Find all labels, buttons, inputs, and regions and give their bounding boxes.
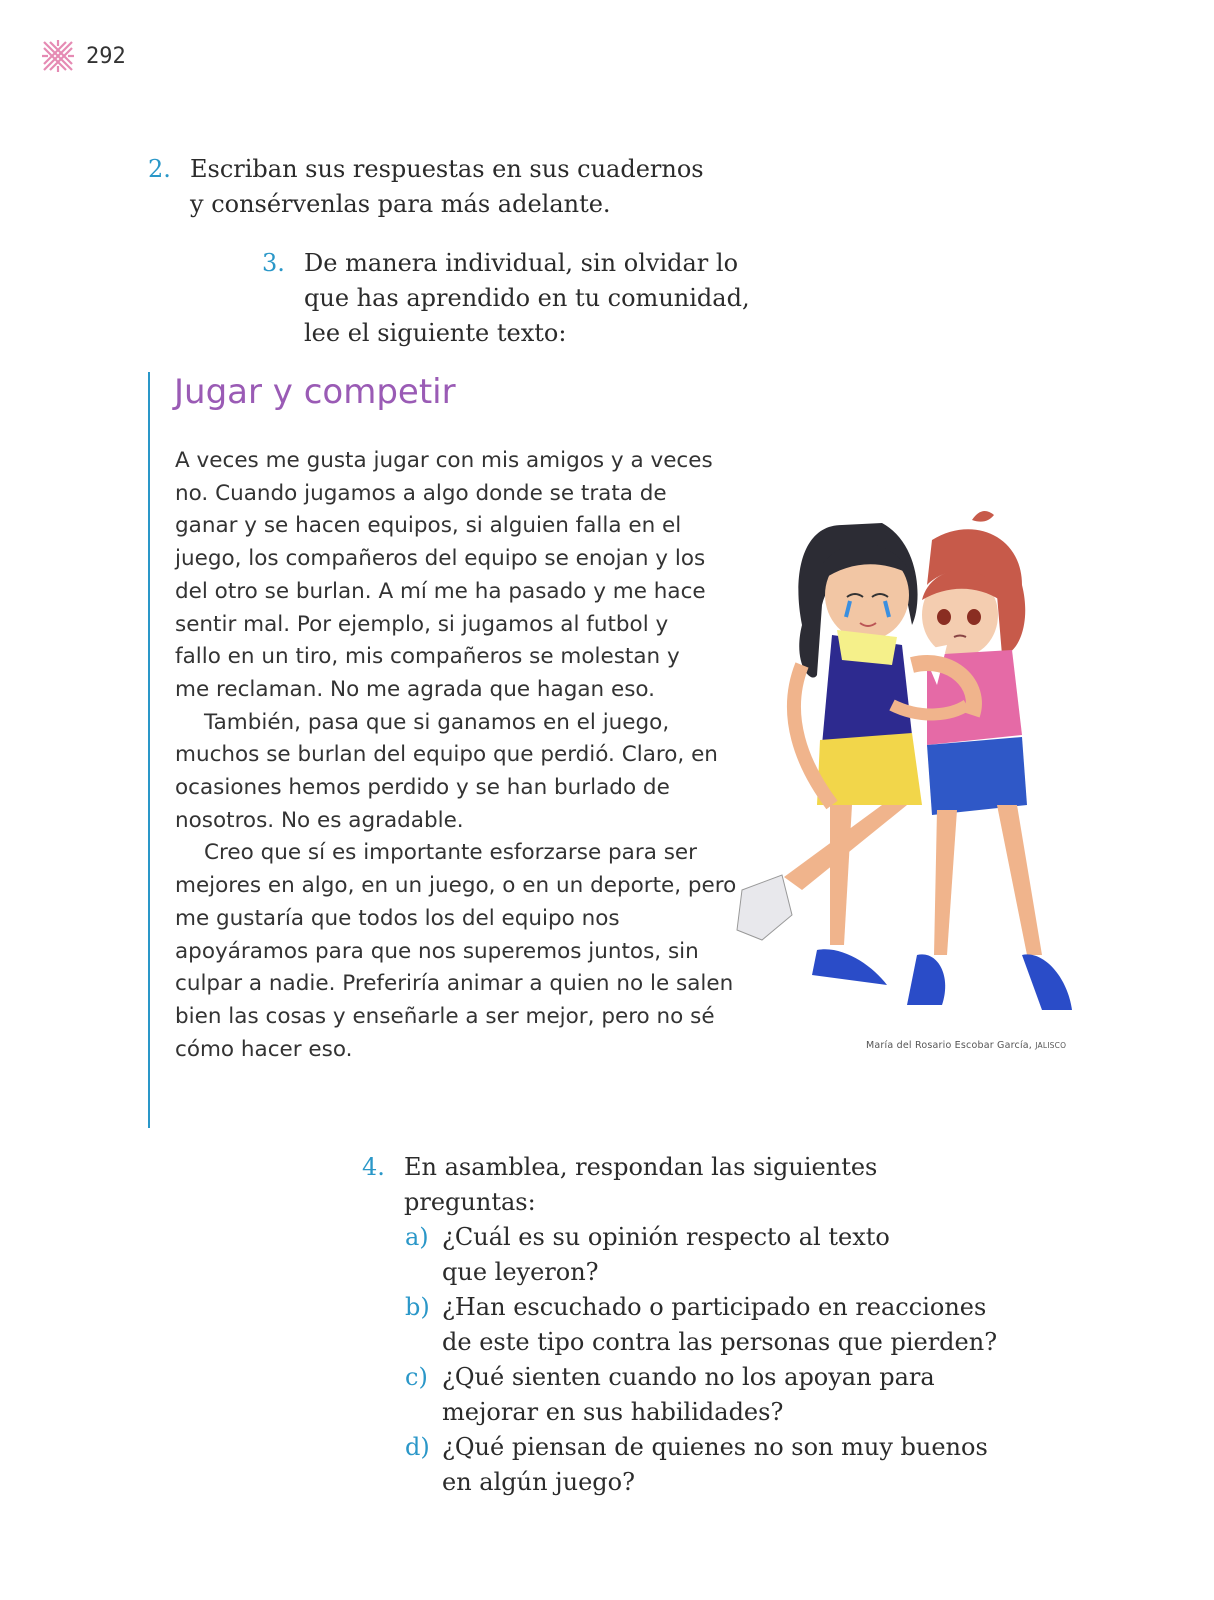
question-d [405, 1430, 1025, 1500]
instruction-number: 3. [262, 249, 285, 277]
reading-paragraph: También, pasa que si ganamos en el juego, muchos se burlan del equipo que perdió. Claro, en ocasiones hemos perdido y se han burlado de nosotros. No es agradable. [175, 709, 718, 833]
instruction-text: En asamblea, respondan las siguientes preguntas: [404, 1153, 878, 1216]
question-letter: c) [405, 1363, 428, 1391]
instruction-2 [148, 152, 748, 222]
question-text: ¿Qué piensan de quienes no son muy buenos en algún juego? [442, 1433, 988, 1496]
reading-title: Jugar y competir [174, 372, 456, 412]
instruction-4 [362, 1150, 962, 1220]
illustration-caption [866, 1040, 1066, 1051]
question-text: ¿Qué sienten cuando no los apoyan para mejorar en sus habilidades? [442, 1363, 935, 1426]
question-text: ¿Cuál es su opinión respecto al texto que leyeron? [442, 1223, 890, 1286]
caption-author: María del Rosario Escobar García, [866, 1040, 1033, 1051]
instruction-text: De manera individual, sin olvidar lo que has aprendido en tu comunidad, lee el siguiente texto: [304, 249, 750, 347]
question-c [405, 1360, 1025, 1430]
question-letter: b) [405, 1293, 430, 1321]
reading-paragraph: A veces me gusta jugar con mis amigos y a veces no. Cuando jugamos a algo donde se trata de ganar y se hacen equipos, si alguien falla en el juego, los compañeros del equipo se enojan y los del otro se burlan. A mí me ha pasado y me hace sentir mal. Por ejemplo, si jugamos al futbol y fallo en un tiro, mis compañeros se molestan y me reclaman. No me agrada que hagan eso. [175, 448, 713, 702]
reading-paragraph: Creo que sí es importante esforzarse para ser mejores en algo, en un juego, o en un deporte, pero me gustaría que todos los del equipo nos apoyáramos para que nos superemos juntos, sin culpar a nadie. Preferiría animar a quien no le salen bien las cosas y enseñarle a ser mejor, pero no sé cómo hacer eso. [175, 840, 737, 1062]
caption-place: JALISCO [1035, 1041, 1067, 1050]
decorative-star-icon [40, 38, 76, 74]
instruction-number: 4. [362, 1153, 385, 1181]
reading-body [175, 445, 765, 1066]
instruction-text: Escriban sus respuestas en sus cuadernos y consérvenlas para más adelante. [190, 155, 704, 218]
reading-box [148, 372, 750, 1128]
two-girls-illustration [722, 505, 1092, 1030]
page-header [40, 38, 126, 74]
instruction-3 [262, 246, 762, 351]
question-text: ¿Han escuchado o participado en reacciones de este tipo contra las personas que pierden? [442, 1293, 998, 1356]
question-a [405, 1220, 1025, 1290]
question-b [405, 1290, 1025, 1360]
page-number: 292 [86, 43, 126, 69]
question-letter: a) [405, 1223, 429, 1251]
instruction-number: 2. [148, 155, 171, 183]
question-letter: d) [405, 1433, 430, 1461]
